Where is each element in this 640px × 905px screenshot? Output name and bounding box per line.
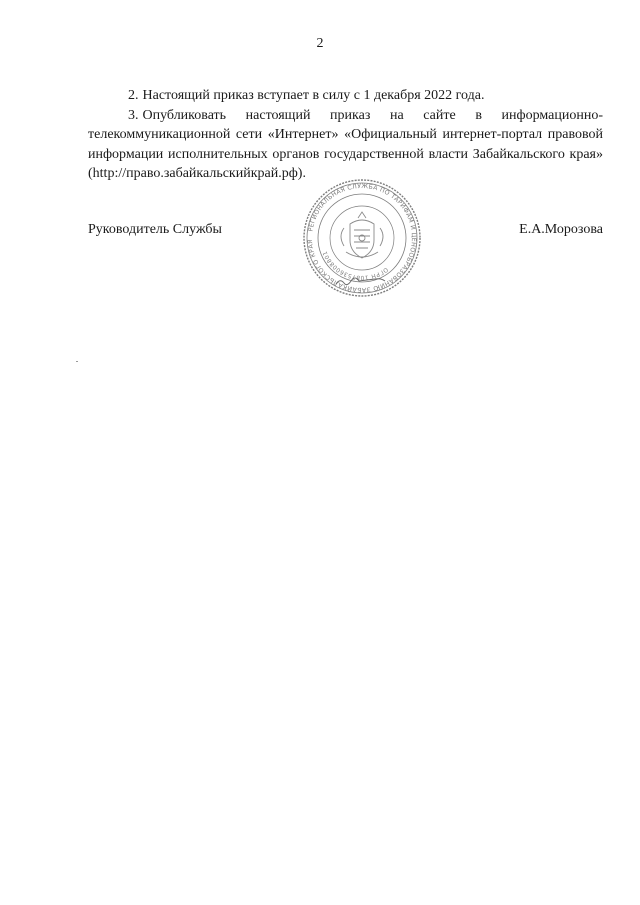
paragraph-number: 2. <box>128 88 139 103</box>
coat-of-arms-icon <box>341 212 383 258</box>
paragraph-text: Опубликовать настоящий приказ на сайте в информационно-телекоммуникационной сети «Интернет» «Официальный интернет-портал правовой информации исполнительных органов государственной власти Забайкальского края» (http://право.забайкальскийкрай.рф). <box>88 107 603 181</box>
signatory-position: Руководитель Службы <box>88 222 222 237</box>
signatory-name: Е.А.Морозова <box>519 222 603 237</box>
seal-text: РЕГИОНАЛЬНАЯ СЛУЖБА ПО ТАРИФАМ И ЦЕНООБРАЗОВАНИЮ ЗАБАЙКАЛЬСКОГО КРАЯ <box>306 182 418 294</box>
document-body <box>88 86 603 184</box>
official-seal <box>288 178 436 298</box>
paragraph-text: Настоящий приказ вступает в силу с 1 декабря 2022 года. <box>142 88 485 103</box>
page-number: 2 <box>316 36 324 51</box>
paragraph-3 <box>88 106 603 184</box>
seal-ogrn-text: ОГРН 1087536008801 <box>322 249 389 281</box>
paragraph-2 <box>88 86 603 106</box>
scan-artifact <box>76 361 78 362</box>
paragraph-number: 3. <box>128 107 139 123</box>
